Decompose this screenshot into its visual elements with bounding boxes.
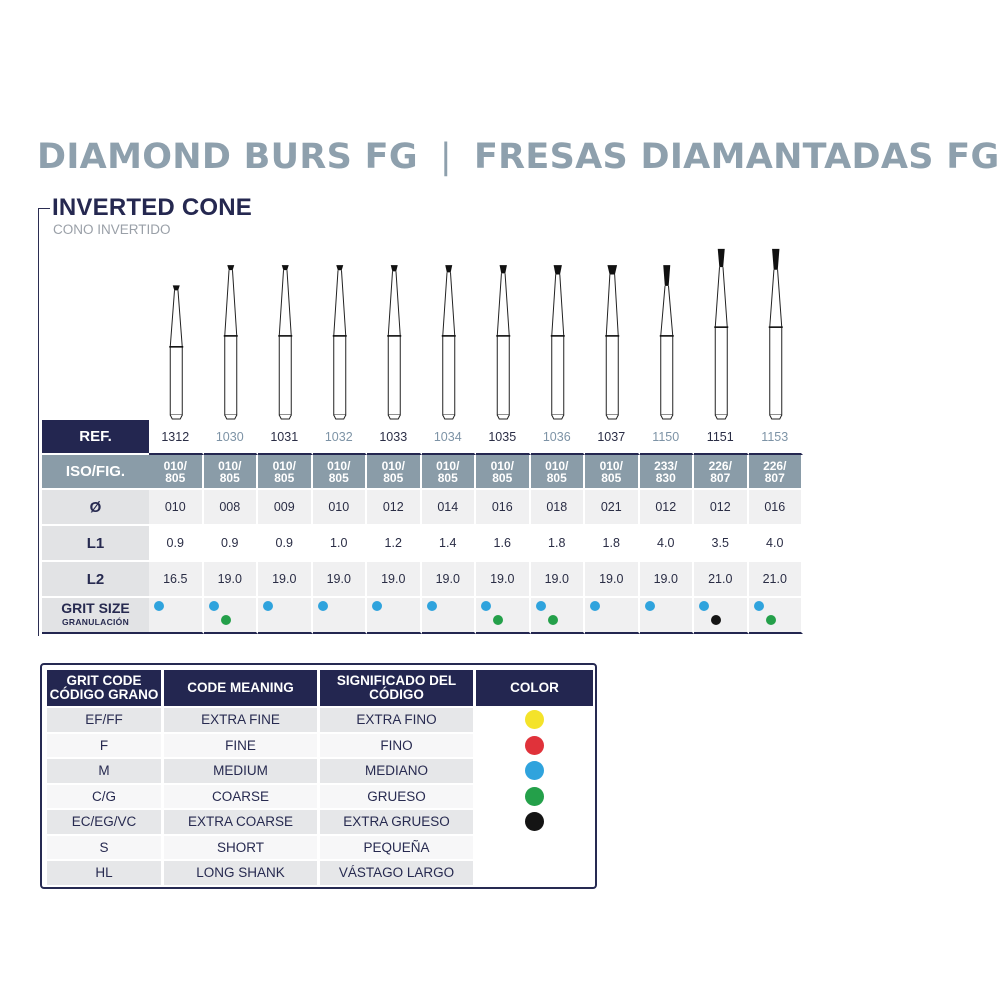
bur-shank <box>225 336 237 415</box>
iso-bottom: 805 <box>219 470 240 485</box>
legend-color <box>476 861 593 887</box>
bur-neck <box>661 286 673 336</box>
ref-cell: 1036 <box>531 420 586 455</box>
diameter-cell: 016 <box>476 490 531 526</box>
iso-top: 010/ <box>327 458 351 473</box>
legend-significado: GRUESO <box>320 785 476 811</box>
legend-header-row <box>47 670 593 708</box>
grit-cell <box>694 598 749 634</box>
diameter-cell: 010 <box>149 490 204 526</box>
legend-header-code-es: CÓDIGO GRANO <box>49 687 159 702</box>
title-spanish: FRESAS DIAMANTADAS FG <box>473 137 1000 177</box>
legend-code: HL <box>47 861 164 887</box>
diameter-cell: 012 <box>694 490 749 526</box>
bur-head <box>607 265 617 274</box>
bur-shank <box>279 336 291 415</box>
grit-cell <box>749 598 804 634</box>
diameter-cell: 021 <box>585 490 640 526</box>
grit-dot-blue <box>645 601 655 611</box>
grit-cell <box>531 598 586 634</box>
iso-cell <box>531 455 586 490</box>
l2-cell: 16.5 <box>149 562 204 598</box>
legend-swatch-green <box>525 787 544 806</box>
iso-cell <box>422 455 477 490</box>
iso-top: 010/ <box>381 458 405 473</box>
l2-cell: 19.0 <box>531 562 586 598</box>
iso-bottom: 805 <box>383 470 404 485</box>
l2-cell: 19.0 <box>476 562 531 598</box>
bur-head <box>282 265 289 270</box>
iso-cell <box>640 455 695 490</box>
iso-top: 010/ <box>163 458 187 473</box>
bur-head <box>227 265 234 270</box>
iso-bottom: 805 <box>274 470 295 485</box>
ref-cell: 1033 <box>367 420 422 455</box>
ref-cell: 1035 <box>476 420 531 455</box>
legend-row <box>47 708 593 734</box>
iso-cell <box>367 455 422 490</box>
l1-cell: 4.0 <box>640 526 695 562</box>
l1-cell: 4.0 <box>749 526 804 562</box>
legend-swatch-blue <box>525 761 544 780</box>
bur-neck <box>388 271 400 336</box>
iso-cell <box>749 455 804 490</box>
ref-cell: 1153 <box>749 420 804 455</box>
iso-top: 226/ <box>708 458 732 473</box>
l1-cell: 1.0 <box>313 526 368 562</box>
grit-dot-blue <box>318 601 328 611</box>
l2-cell: 19.0 <box>258 562 313 598</box>
bur-neck <box>770 270 782 327</box>
legend-swatch-yellow <box>525 710 544 729</box>
grit-row <box>42 598 803 634</box>
l2-cell: 21.0 <box>749 562 804 598</box>
bur-head <box>663 265 670 286</box>
legend-color <box>476 708 593 734</box>
grit-cell <box>585 598 640 634</box>
diameter-cell: 008 <box>204 490 259 526</box>
legend-color <box>476 836 593 862</box>
title-english: DIAMOND BURS FG <box>37 137 418 177</box>
iso-bottom: 805 <box>328 470 349 485</box>
bur-tip <box>770 415 782 419</box>
iso-bottom: 830 <box>655 470 676 485</box>
grit-cell <box>476 598 531 634</box>
section-title: INVERTED CONE <box>52 194 252 221</box>
bur-shank <box>170 347 182 415</box>
bur-neck <box>170 290 182 346</box>
legend-meaning: COARSE <box>164 785 320 811</box>
l1-cell: 1.2 <box>367 526 422 562</box>
legend-row <box>47 734 593 760</box>
ref-cell: 1151 <box>694 420 749 455</box>
iso-top: 010/ <box>218 458 242 473</box>
l1-cell: 0.9 <box>149 526 204 562</box>
grit-cell <box>422 598 477 634</box>
grit-dot-green <box>548 615 558 625</box>
iso-bottom: 805 <box>601 470 622 485</box>
title-separator: | <box>439 137 452 177</box>
bur-neck <box>225 270 237 336</box>
bur-tip <box>606 415 618 419</box>
bur-shank <box>334 336 346 415</box>
iso-bottom: 805 <box>437 470 458 485</box>
l1-cell: 1.8 <box>531 526 586 562</box>
grit-cell <box>313 598 368 634</box>
iso-cell <box>149 455 204 490</box>
grit-cell <box>204 598 259 634</box>
iso-label: ISO/FIG. <box>42 455 149 490</box>
iso-cell <box>585 455 640 490</box>
legend-code: F <box>47 734 164 760</box>
ref-cell: 1031 <box>258 420 313 455</box>
l1-cell: 1.6 <box>476 526 531 562</box>
diameter-cell: 010 <box>313 490 368 526</box>
l2-cell: 19.0 <box>313 562 368 598</box>
bur-tip <box>552 415 564 419</box>
grit-dot-blue <box>481 601 491 611</box>
legend-header-code-en: GRIT CODE <box>66 673 142 688</box>
legend-meaning: FINE <box>164 734 320 760</box>
grit-dot-blue <box>754 601 764 611</box>
iso-top: 010/ <box>272 458 296 473</box>
bur-head <box>391 265 398 271</box>
legend-swatch-red <box>525 736 544 755</box>
legend-code: M <box>47 759 164 785</box>
legend-meaning: EXTRA FINE <box>164 708 320 734</box>
bur-shank <box>443 336 455 415</box>
diameter-cell: 012 <box>367 490 422 526</box>
legend-color <box>476 785 593 811</box>
diameter-cell: 016 <box>749 490 804 526</box>
grit-cell <box>258 598 313 634</box>
legend-significado: MEDIANO <box>320 759 476 785</box>
iso-cell <box>313 455 368 490</box>
legend-code: EF/FF <box>47 708 164 734</box>
iso-cell <box>258 455 313 490</box>
bur-tip <box>715 415 727 419</box>
bur-neck <box>443 272 455 336</box>
grit-dot-blue <box>154 601 164 611</box>
grit-label <box>42 598 149 634</box>
bur-neck <box>497 273 509 335</box>
iso-bottom: 805 <box>165 470 186 485</box>
legend-header-color: COLOR <box>476 670 593 708</box>
bur-head <box>336 265 343 270</box>
l1-row <box>42 526 803 562</box>
grit-dot-green <box>493 615 503 625</box>
product-spec-table <box>42 420 803 634</box>
legend-meaning: EXTRA COARSE <box>164 810 320 836</box>
bur-tip <box>388 415 400 419</box>
legend-row <box>47 810 593 836</box>
legend-swatch-black <box>525 812 544 831</box>
bur-tip <box>443 415 455 419</box>
l1-label: L1 <box>42 526 149 562</box>
diameter-row <box>42 490 803 526</box>
legend-significado: EXTRA GRUESO <box>320 810 476 836</box>
grit-dot-blue <box>536 601 546 611</box>
bur-neck <box>606 274 618 335</box>
legend-color <box>476 759 593 785</box>
l2-row <box>42 562 803 598</box>
section-subtitle: CONO INVERTIDO <box>53 222 171 237</box>
legend-row <box>47 836 593 862</box>
ref-cell: 1312 <box>149 420 204 455</box>
bur-neck <box>552 274 564 335</box>
bur-shank <box>715 327 727 415</box>
legend-color <box>476 734 593 760</box>
l1-cell: 0.9 <box>258 526 313 562</box>
grit-dot-blue <box>263 601 273 611</box>
grit-label-spanish: GRANULACIÓN <box>61 617 130 627</box>
ref-cell: 1034 <box>422 420 477 455</box>
ref-cell: 1150 <box>640 420 695 455</box>
l2-cell: 19.0 <box>367 562 422 598</box>
l1-cell: 3.5 <box>694 526 749 562</box>
bur-tip <box>334 415 346 419</box>
grit-dot-black <box>711 615 721 625</box>
ref-cell: 1032 <box>313 420 368 455</box>
l2-cell: 19.0 <box>204 562 259 598</box>
bur-tip <box>170 415 182 419</box>
legend-meaning: LONG SHANK <box>164 861 320 887</box>
l1-cell: 1.4 <box>422 526 477 562</box>
legend-code: C/G <box>47 785 164 811</box>
grit-cell <box>640 598 695 634</box>
grit-dot-green <box>766 615 776 625</box>
bur-shank <box>388 336 400 415</box>
bur-head <box>445 265 452 272</box>
grit-label-english: GRIT SIZE <box>61 600 130 616</box>
legend-row <box>47 759 593 785</box>
bur-shank <box>606 336 618 415</box>
legend-header-significado: SIGNIFICADO DEL CÓDIGO <box>320 670 476 708</box>
iso-cell <box>204 455 259 490</box>
grit-dot-blue <box>699 601 709 611</box>
legend-significado: FINO <box>320 734 476 760</box>
legend-row <box>47 861 593 887</box>
legend-body <box>47 708 593 887</box>
ref-cell: 1037 <box>585 420 640 455</box>
legend-significado: VÁSTAGO LARGO <box>320 861 476 887</box>
bur-shank <box>770 327 782 415</box>
diameter-cell: 012 <box>640 490 695 526</box>
iso-bottom: 805 <box>546 470 567 485</box>
l2-cell: 19.0 <box>585 562 640 598</box>
diameter-cell: 014 <box>422 490 477 526</box>
diameter-cell: 009 <box>258 490 313 526</box>
legend-code: EC/EG/VC <box>47 810 164 836</box>
bur-head <box>173 285 180 290</box>
ref-cell: 1030 <box>204 420 259 455</box>
bur-illustrations <box>0 0 1000 420</box>
iso-top: 233/ <box>654 458 678 473</box>
legend-header-code <box>47 670 164 708</box>
iso-top: 010/ <box>599 458 623 473</box>
legend-row <box>47 785 593 811</box>
bur-shank <box>497 336 509 415</box>
grit-legend-table <box>47 670 593 887</box>
iso-top: 010/ <box>490 458 514 473</box>
iso-cell <box>694 455 749 490</box>
bur-shank <box>552 336 564 415</box>
bur-head <box>772 249 779 270</box>
bur-neck <box>334 270 346 336</box>
legend-significado: EXTRA FINO <box>320 708 476 734</box>
iso-top: 010/ <box>545 458 569 473</box>
bur-head <box>554 265 562 274</box>
l2-cell: 19.0 <box>640 562 695 598</box>
legend-meaning: SHORT <box>164 836 320 862</box>
grit-cell <box>367 598 422 634</box>
l1-cell: 0.9 <box>204 526 259 562</box>
l2-label: L2 <box>42 562 149 598</box>
bur-head <box>718 249 725 267</box>
l2-cell: 19.0 <box>422 562 477 598</box>
l1-cell: 1.8 <box>585 526 640 562</box>
bur-head <box>500 265 507 273</box>
legend-meaning: MEDIUM <box>164 759 320 785</box>
iso-top: 010/ <box>436 458 460 473</box>
bur-tip <box>497 415 509 419</box>
grit-dot-blue <box>590 601 600 611</box>
iso-bottom: 805 <box>492 470 513 485</box>
grit-cell <box>149 598 204 634</box>
bur-tip <box>225 415 237 419</box>
diameter-label: Ø <box>42 490 149 526</box>
ref-label: REF. <box>42 420 149 455</box>
bur-neck <box>279 270 291 336</box>
iso-cell <box>476 455 531 490</box>
bur-tip <box>661 415 673 419</box>
iso-bottom: 807 <box>764 470 785 485</box>
l2-cell: 21.0 <box>694 562 749 598</box>
legend-significado: PEQUEÑA <box>320 836 476 862</box>
bur-neck <box>715 267 727 327</box>
grit-dot-green <box>221 615 231 625</box>
bur-shank <box>661 336 673 415</box>
legend-color <box>476 810 593 836</box>
iso-top: 226/ <box>763 458 787 473</box>
iso-row <box>42 455 803 490</box>
legend-code: S <box>47 836 164 862</box>
bur-tip <box>279 415 291 419</box>
grit-dot-blue <box>427 601 437 611</box>
grit-dot-blue <box>209 601 219 611</box>
ref-row <box>42 420 803 455</box>
grit-dot-blue <box>372 601 382 611</box>
diameter-cell: 018 <box>531 490 586 526</box>
legend-header-meaning: CODE MEANING <box>164 670 320 708</box>
iso-bottom: 807 <box>710 470 731 485</box>
